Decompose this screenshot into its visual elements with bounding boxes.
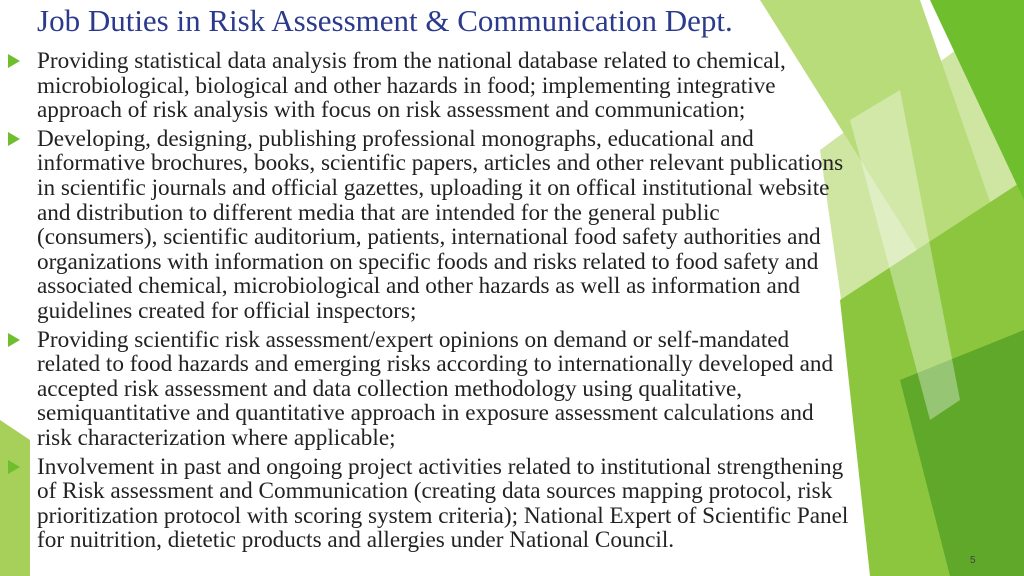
bullet-text-line: informative brochures, books, scientific papers, articles and other relevant publications — [37, 150, 844, 177]
bullet-arrow-icon — [8, 54, 20, 68]
bullet-text-line: for nuitrition, dietetic products and allergies under National Council. — [37, 527, 675, 554]
bullet-item — [0, 328, 1024, 451]
bullet-item — [0, 455, 1024, 553]
bullet-text-line: guidelines created for official inspectors; — [37, 297, 417, 324]
bullet-text-line: risk characterization where applicable; — [37, 424, 396, 451]
bullet-text-line: microbiological, biological and other hazards in food; implementing integrative — [37, 72, 776, 99]
bullet-text-line: accepted risk assessment and data collection methodology using qualitative, — [37, 375, 743, 402]
bullet-text-line: in scientific journals and official gazettes, uploading it on offical institutional website — [37, 174, 830, 201]
bullet-text-line: Providing scientific risk assessment/expert opinions on demand or self-mandated — [37, 326, 790, 353]
bullet-text-line: organizations with information on specific foods and risks related to food safety and — [37, 248, 819, 275]
bullet-text-line: Providing statistical data analysis from the national database related to chemical, — [37, 48, 786, 74]
bullet-text-line: semiquantitative and quantitative approach in exposure assessment calculations and — [37, 400, 814, 427]
bullet-text-line: associated chemical, microbiological and other hazards as well as information and — [37, 273, 800, 300]
page-number: 5 — [970, 555, 976, 566]
bullet-text-line: Involvement in past and ongoing project activities related to institutional strengthening — [37, 453, 844, 480]
bullet-arrow-icon — [8, 333, 20, 347]
bullet-text-line: related to food hazards and emerging risks according to internationally developed and — [37, 351, 834, 378]
bullet-item — [0, 127, 1024, 324]
bullet-text-line: prioritization protocol with scoring system criteria); National Expert of Scientific Panel — [37, 502, 849, 529]
slide-title: Job Duties in Risk Assessment & Communication Dept. — [37, 3, 733, 38]
bullet-text-line: approach of risk analysis with focus on risk assessment and communication; — [37, 97, 746, 124]
bullet-item — [0, 49, 1024, 123]
bullet-text-line: and distribution to different media that are intended for the general public — [37, 199, 720, 226]
bullet-arrow-icon — [8, 460, 20, 474]
bullet-text-line: (consumers), scientific auditorium, patients, international food safety authorities and — [37, 224, 821, 251]
bullet-arrow-icon — [8, 132, 20, 146]
bullet-text-line: Developing, designing, publishing professional monographs, educational and — [37, 125, 754, 152]
bullet-list — [0, 49, 1024, 557]
bullet-text-line: of Risk assessment and Communication (creating data sources mapping protocol, risk — [37, 478, 833, 505]
